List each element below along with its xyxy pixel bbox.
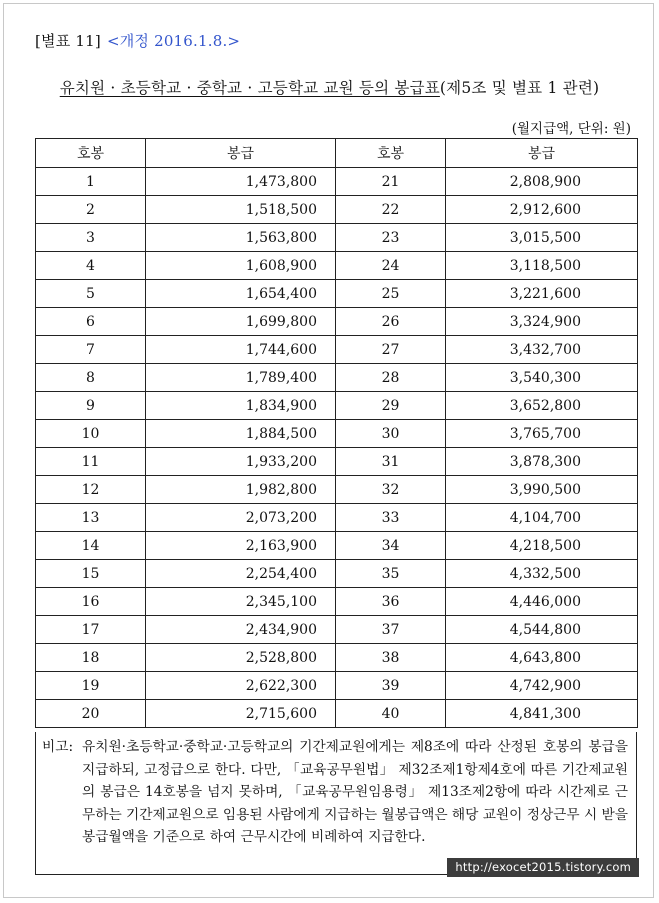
step-cell: 40 [336,700,446,728]
step-cell: 38 [336,644,446,672]
table-row [36,196,638,224]
step-cell: 37 [336,616,446,644]
table-row [36,616,638,644]
salary-cell: 1,518,500 [146,196,336,224]
table-row [36,560,638,588]
remarks-label: 비고: [42,739,74,755]
table-row [36,364,638,392]
table-row [36,224,638,252]
salary-cell: 4,218,500 [446,532,638,560]
step-cell: 19 [36,672,146,700]
document-title [0,76,659,98]
salary-cell: 1,473,800 [146,168,336,196]
step-cell: 14 [36,532,146,560]
salary-cell: 4,446,000 [446,588,638,616]
step-cell: 7 [36,336,146,364]
step-cell: 3 [36,224,146,252]
title-sub: (제5조 및 별표 1 관련) [439,79,600,97]
amendment-date: <개정 2016.1.8.> [106,32,241,50]
step-cell: 36 [336,588,446,616]
step-cell: 33 [336,504,446,532]
step-cell: 30 [336,420,446,448]
annex-label: [별표 11] [35,32,101,50]
remarks-box [35,732,637,875]
table-row [36,308,638,336]
step-cell: 16 [36,588,146,616]
salary-cell: 1,654,400 [146,280,336,308]
salary-cell: 3,765,700 [446,420,638,448]
unit-note: (월지급액, 단위: 원) [511,121,631,137]
salary-cell: 1,933,200 [146,448,336,476]
salary-cell: 2,715,600 [146,700,336,728]
step-cell: 22 [336,196,446,224]
salary-cell: 3,878,300 [446,448,638,476]
salary-cell: 4,841,300 [446,700,638,728]
step-cell: 25 [336,280,446,308]
table-row [36,504,638,532]
header-salary: 봉급 [146,139,336,168]
salary-cell: 2,528,800 [146,644,336,672]
remarks-text: 유치원·초등학교·중학교·고등학교의 기간제교원에게는 제8조에 따라 산정된 호봉의 봉급을 지급하되, 고정급으로 한다. 다만, 「교육공무원법」 제32조제1항제4호에 따른 기간제교원의 봉급은 14호봉을 넘지 못하며, 「교육공무원임용령」 제13조제2항에 따라 시간제로 근무하는 기간제교원으로 임용된 사람에게 지급하는 월봉급액은 해당 교원이 정상근무 시 받을 봉급월액을 기준으로 하여 근무시간에 비례하여 지급한다. [82,739,628,845]
salary-cell: 4,544,800 [446,616,638,644]
step-cell: 5 [36,280,146,308]
salary-cell: 1,789,400 [146,364,336,392]
salary-cell: 3,221,600 [446,280,638,308]
step-cell: 6 [36,308,146,336]
salary-cell: 3,990,500 [446,476,638,504]
salary-cell: 2,912,600 [446,196,638,224]
table-row [36,644,638,672]
table-row [36,168,638,196]
salary-cell: 1,608,900 [146,252,336,280]
step-cell: 18 [36,644,146,672]
step-cell: 32 [336,476,446,504]
salary-cell: 4,104,700 [446,504,638,532]
salary-cell: 1,744,600 [146,336,336,364]
salary-cell: 1,699,800 [146,308,336,336]
salary-cell: 2,622,300 [146,672,336,700]
step-cell: 15 [36,560,146,588]
salary-cell: 3,432,700 [446,336,638,364]
salary-cell: 4,332,500 [446,560,638,588]
step-cell: 1 [36,168,146,196]
step-cell: 27 [336,336,446,364]
step-cell: 26 [336,308,446,336]
salary-cell: 2,163,900 [146,532,336,560]
step-cell: 12 [36,476,146,504]
salary-cell: 1,563,800 [146,224,336,252]
table-row [36,280,638,308]
salary-cell: 3,118,500 [446,252,638,280]
salary-cell: 3,652,800 [446,392,638,420]
table-header-row [36,139,638,168]
salary-cell: 2,073,200 [146,504,336,532]
step-cell: 20 [36,700,146,728]
table-row [36,588,638,616]
table-row [36,672,638,700]
step-cell: 9 [36,392,146,420]
step-cell: 39 [336,672,446,700]
table-row [36,420,638,448]
table-row [36,252,638,280]
step-cell: 24 [336,252,446,280]
table-row [36,336,638,364]
step-cell: 10 [36,420,146,448]
salary-cell: 3,015,500 [446,224,638,252]
table-row [36,532,638,560]
step-cell: 4 [36,252,146,280]
salary-table [35,138,638,728]
salary-cell: 1,884,500 [146,420,336,448]
step-cell: 11 [36,448,146,476]
salary-cell: 1,834,900 [146,392,336,420]
salary-cell: 1,982,800 [146,476,336,504]
step-cell: 31 [336,448,446,476]
salary-cell: 2,434,900 [146,616,336,644]
annex-header [35,30,240,51]
step-cell: 17 [36,616,146,644]
salary-cell: 2,808,900 [446,168,638,196]
salary-cell: 3,540,300 [446,364,638,392]
step-cell: 28 [336,364,446,392]
table-row [36,448,638,476]
header-step: 호봉 [36,139,146,168]
step-cell: 23 [336,224,446,252]
salary-cell: 4,643,800 [446,644,638,672]
watermark: http://exocet2015.tistory.com [447,858,639,877]
step-cell: 29 [336,392,446,420]
table-row [36,392,638,420]
table-row [36,476,638,504]
step-cell: 35 [336,560,446,588]
step-cell: 13 [36,504,146,532]
step-cell: 2 [36,196,146,224]
title-main: 유치원 · 초등학교 · 중학교 · 고등학교 교원 등의 봉급표 [59,79,440,97]
salary-cell: 2,345,100 [146,588,336,616]
salary-cell: 4,742,900 [446,672,638,700]
salary-cell: 3,324,900 [446,308,638,336]
header-salary: 봉급 [446,139,638,168]
table-row [36,700,638,728]
step-cell: 8 [36,364,146,392]
step-cell: 21 [336,168,446,196]
salary-cell: 2,254,400 [146,560,336,588]
header-step: 호봉 [336,139,446,168]
step-cell: 34 [336,532,446,560]
